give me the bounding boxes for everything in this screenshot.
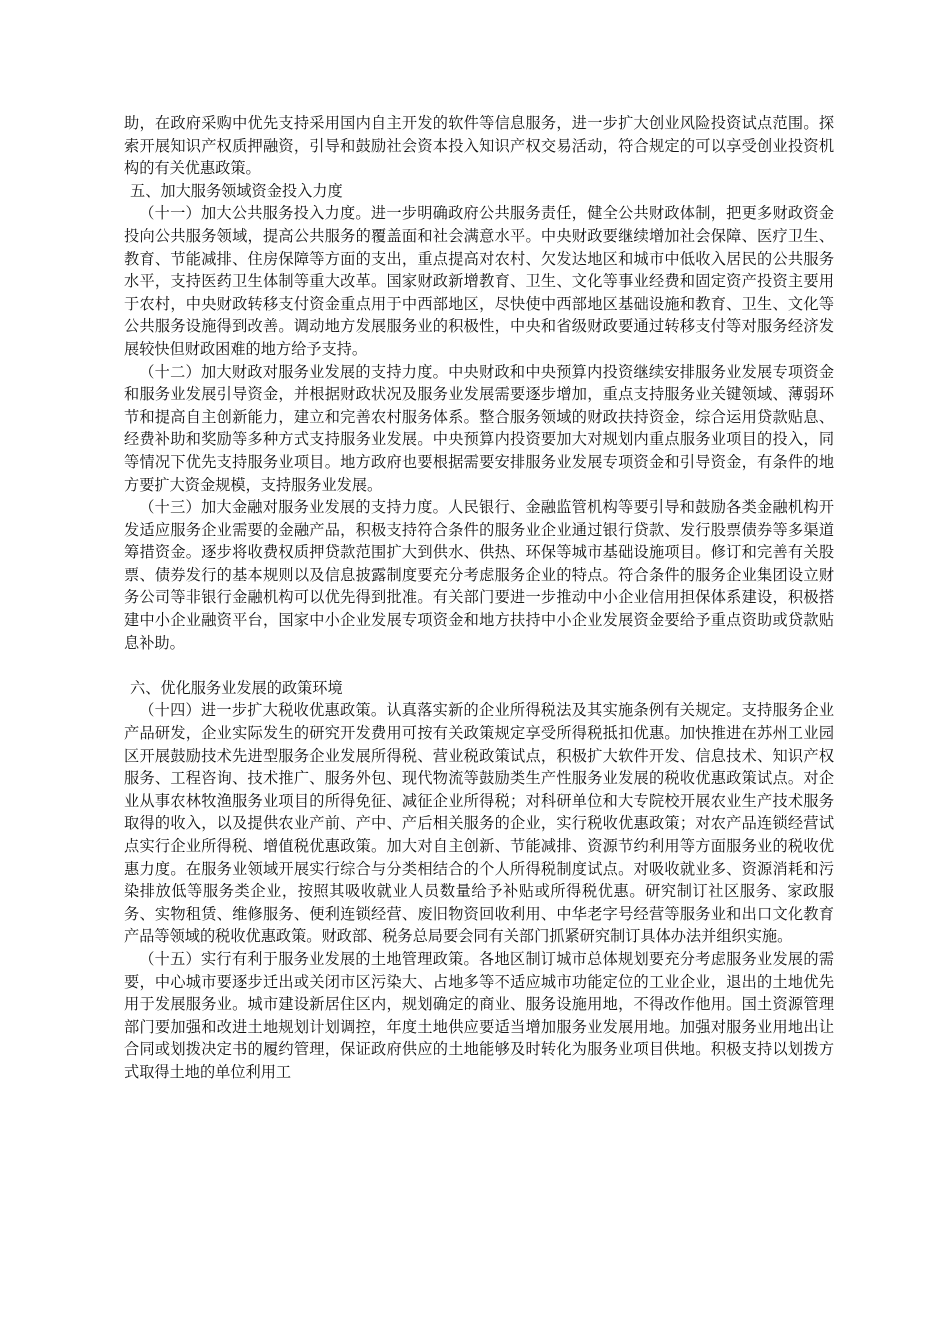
section-heading-6: 六、优化服务业发展的政策环境 <box>130 678 343 697</box>
section-heading-5: 五、加大服务领域资金投入力度 <box>130 181 343 200</box>
paragraph-15: （十五）实行有利于服务业发展的土地管理政策。各地区制订城市总体规划要充分考虑服务业发展的需要，中心城市要逐步迁出或关闭市区污染大、占地多等不适应城市功能定位的工业企业，退出的土地优先用于发展服务业。城市建设新居住区内，规划确定的商业、服务设施用地，不得改作他用。国土资源管理部门要加强和改进土地规划计划调控，年度土地供应要适当增加服务业发展用地。加强对服务业用地出让合同或划拨决定书的履约管理，保证政府供应的土地能够及时转化为服务业项目供地。积极支持以划拨方式取得土地的单位利用工 <box>124 949 834 1081</box>
blank-line <box>124 654 834 677</box>
paragraph-12: （十二）加大财政对服务业发展的支持力度。中央财政和中央预算内投资继续安排服务业发展专项资金和服务业发展引导资金，并根据财政状况及服务业发展需要逐步增加，重点支持服务业关键领域、薄弱环节和提高自主创新能力，建立和完善农村服务体系。整合服务领域的财政扶持资金，综合运用贷款贴息、经费补助和奖励等多种方式支持服务业发展。中央预算内投资要加大对规划内重点服务业项目的投入，同等情况下优先支持服务业项目。地方政府也要根据需要安排服务业发展专项资金和引导资金，有条件的地方要扩大资金规模，支持服务业发展。 <box>124 362 834 494</box>
paragraph-intro: 助，在政府采购中优先支持采用国内自主开发的软件等信息服务，进一步扩大创业风险投资试点范围。探索开展知识产权质押融资，引导和鼓励社会资本投入知识产权交易活动，符合规定的可以享受创业投资机构的有关优惠政策。 <box>124 114 834 178</box>
document-page <box>124 112 834 1084</box>
paragraph-13: （十三）加大金融对服务业发展的支持力度。人民银行、金融监管机构等要引导和鼓励各类金融机构开发适应服务企业需要的金融产品，积极支持符合条件的服务业企业通过银行贷款、发行股票债券等多渠道筹措资金。逐步将收费权质押贷款范围扩大到供水、供热、环保等城市基础设施项目。修订和完善有关股票、债券发行的基本规则以及信息披露制度要充分考虑服务企业的特点。符合条件的服务企业集团设立财务公司等非银行金融机构可以优先得到批准。有关部门要进一步推动中小企业信用担保体系建设，积极搭建中小企业融资平台，国家中小企业发展专项资金和地方扶持中小企业发展资金要给予重点资助或贷款贴息补助。 <box>124 498 834 652</box>
paragraph-11: （十一）加大公共服务投入力度。进一步明确政府公共服务责任，健全公共财政体制，把更多财政资金投向公共服务领域，提高公共服务的覆盖面和社会满意水平。中央财政要继续增加社会保障、医疗卫生、教育、节能减排、住房保障等方面的支出，重点提高对农村、欠发达地区和城市中低收入居民的公共服务水平，支持医药卫生体制等重大改革。国家财政新增教育、卫生、文化等事业经费和固定资产投资主要用于农村，中央财政转移支付资金重点用于中西部地区，尽快使中西部地区基础设施和教育、卫生、文化等公共服务设施得到改善。调动地方发展服务业的积极性，中央和省级财政要通过转移支付等对服务经济发展较快但财政困难的地方给予支持。 <box>124 204 834 358</box>
paragraph-14: （十四）进一步扩大税收优惠政策。认真落实新的企业所得税法及其实施条例有关规定。支持服务企业产品研发，企业实际发生的研究开发费用可按有关政策规定享受所得税抵扣优惠。加快推进在苏州工业园区开展鼓励技术先进型服务企业发展所得税、营业税政策试点，积极扩大软件开发、信息技术、知识产权服务、工程咨询、技术推广、服务外包、现代物流等鼓励类生产性服务业发展的税收优惠政策试点。对企业从事农林牧渔服务业项目的所得免征、减征企业所得税；对科研单位和大专院校开展农业生产技术服务取得的收入，以及提供农业产前、产中、产后相关服务的企业，实行税收优惠政策；对农产品连锁经营试点实行企业所得税、增值税优惠政策。加大对自主创新、节能减排、资源节约利用等方面服务业的税收优惠力度。在服务业领域开展实行综合与分类相结合的个人所得税制度试点。对吸收就业多、资源消耗和污染排放低等服务类企业，按照其吸收就业人员数量给予补贴或所得税优惠。研究制订社区服务、家政服务、实物租赁、维修服务、便利连锁经营、废旧物资回收利用、中华老字号经营等服务业和出口文化教育产品等领域的税收优惠政策。财政部、税务总局要会同有关部门抓紧研究制订具体办法并组织实施。 <box>124 701 834 946</box>
